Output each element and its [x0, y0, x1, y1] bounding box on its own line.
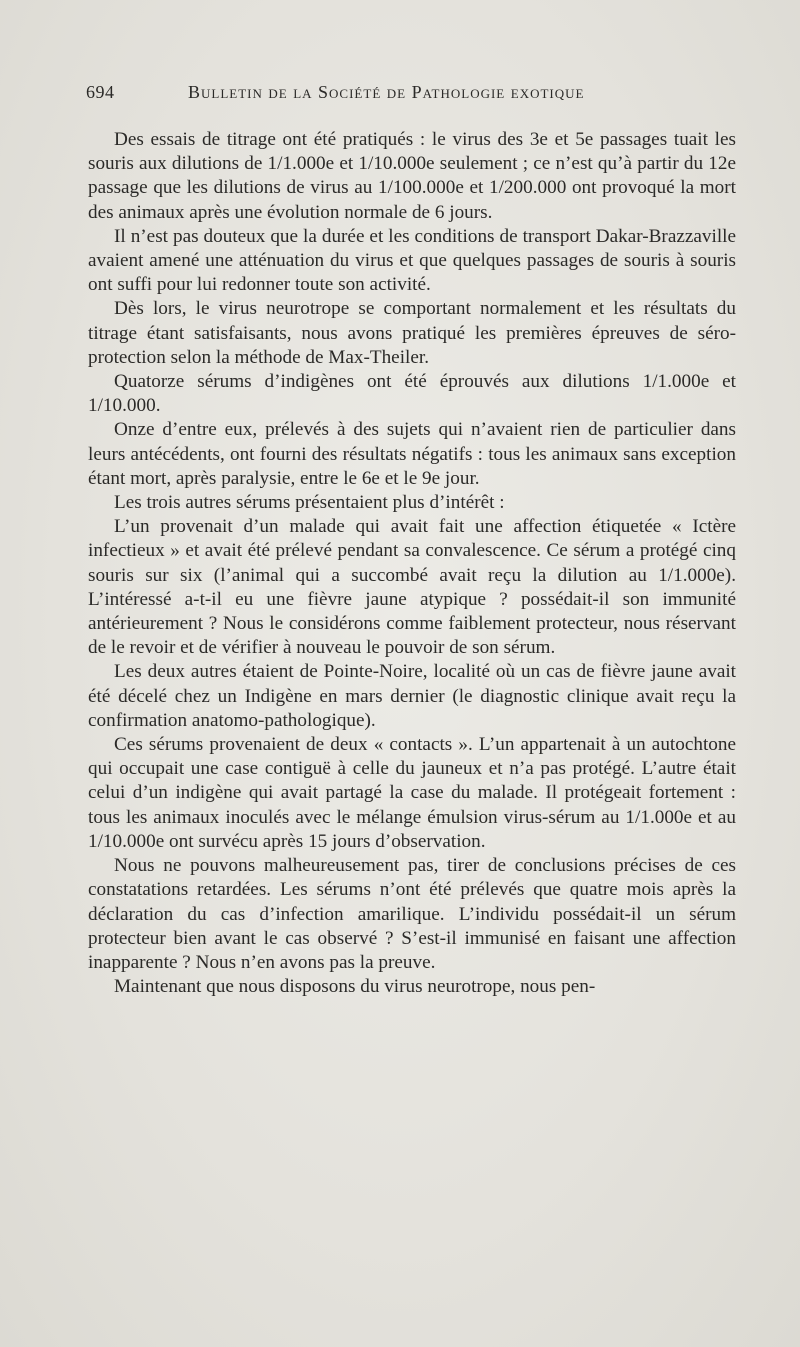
paragraph: Dès lors, le virus neurotrope se comportant normalement et les résultats du titrage étant satisfaisants, nous avons pratiqué les premières épreuves de séro-protection selon la méthode de Max-Theiler.: [88, 298, 736, 368]
running-title: Bulletin de la Société de Pathologie exotique: [188, 82, 585, 102]
paragraph: Les deux autres étaient de Pointe-Noire, localité où un cas de fièvre jaune avait été décelé chez un Indigène en mars dernier (le diagnostic clinique avait reçu la confirmation anatomo-pathologique).: [88, 661, 736, 731]
paragraph: L’un provenait d’un malade qui avait fait une affection étiquetée « Ictère infectieux » et avait été prélevé pendant sa convalescence. Ce sérum a protégé cinq souris sur six (l’animal qui a succombé avait reçu la dilution au 1/1.000e). L’intéressé a-t-il eu une fièvre jaune atypique ? possédait-il son immunité antérieurement ? Nous le considérons comme faiblement protecteur, nous réservant de le revoir et de vérifier à nouveau le pouvoir de son sérum.: [88, 516, 736, 659]
paragraph: Ces sérums provenaient de deux « contacts ». L’un appartenait à un autochtone qui occupait une case contiguë à celle du jauneux et n’a pas protégé. L’autre était celui d’un indigène qui avait partagé la case du malade. Il protégeait fortement : tous les animaux inoculés avec le mélange émulsion virus-sérum au 1/1.000e et au 1/10.000e ont survécu après 15 jours d’observation.: [88, 734, 736, 852]
page-number: 694: [86, 82, 115, 102]
paragraph: Les trois autres sérums présentaient plus d’intérêt :: [114, 492, 505, 514]
paragraph: Maintenant que nous disposons du virus neurotrope, nous pen-: [114, 976, 596, 998]
body-text: [88, 128, 736, 999]
paragraph: Onze d’entre eux, prélevés à des sujets qui n’avaient rien de particulier dans leurs antécédents, ont fourni des résultats négatifs : tous les animaux sans exception étant mort, après paralysie, entre le 6e et le 9e jour.: [88, 419, 736, 489]
paragraph: Il n’est pas douteux que la durée et les conditions de transport Dakar-Brazzaville avaient amené une atténuation du virus et que quelques passages de souris à souris ont suffi pour lui redonner toute son activité.: [88, 225, 736, 296]
paragraph: Nous ne pouvons malheureusement pas, tirer de conclusions précises de ces constatations retardées. Les sérums n’ont été prélevés que quatre mois après la déclaration du cas d’infection amarilique. L’individu possédait-il un sérum protecteur bien avant le cas observé ? S’est-il immunisé en faisant une affection inapparente ? Nous n’en avons pas la preuve.: [88, 855, 736, 973]
paragraph: Des essais de titrage ont été pratiqués : le virus des 3e et 5e passages tuait les souris aux dilutions de 1/1.000e et 1/10.000e seulement ; ce n’est qu’à partir du 12e passage que les dilutions de virus au 1/100.000e et 1/200.000 ont provoqué la mort des animaux après une évolution normale de 6 jours.: [88, 129, 736, 223]
page-header: [86, 82, 686, 112]
paragraph: Quatorze sérums d’indigènes ont été éprouvés aux dilutions 1/1.000e et 1/10.000.: [88, 371, 736, 417]
